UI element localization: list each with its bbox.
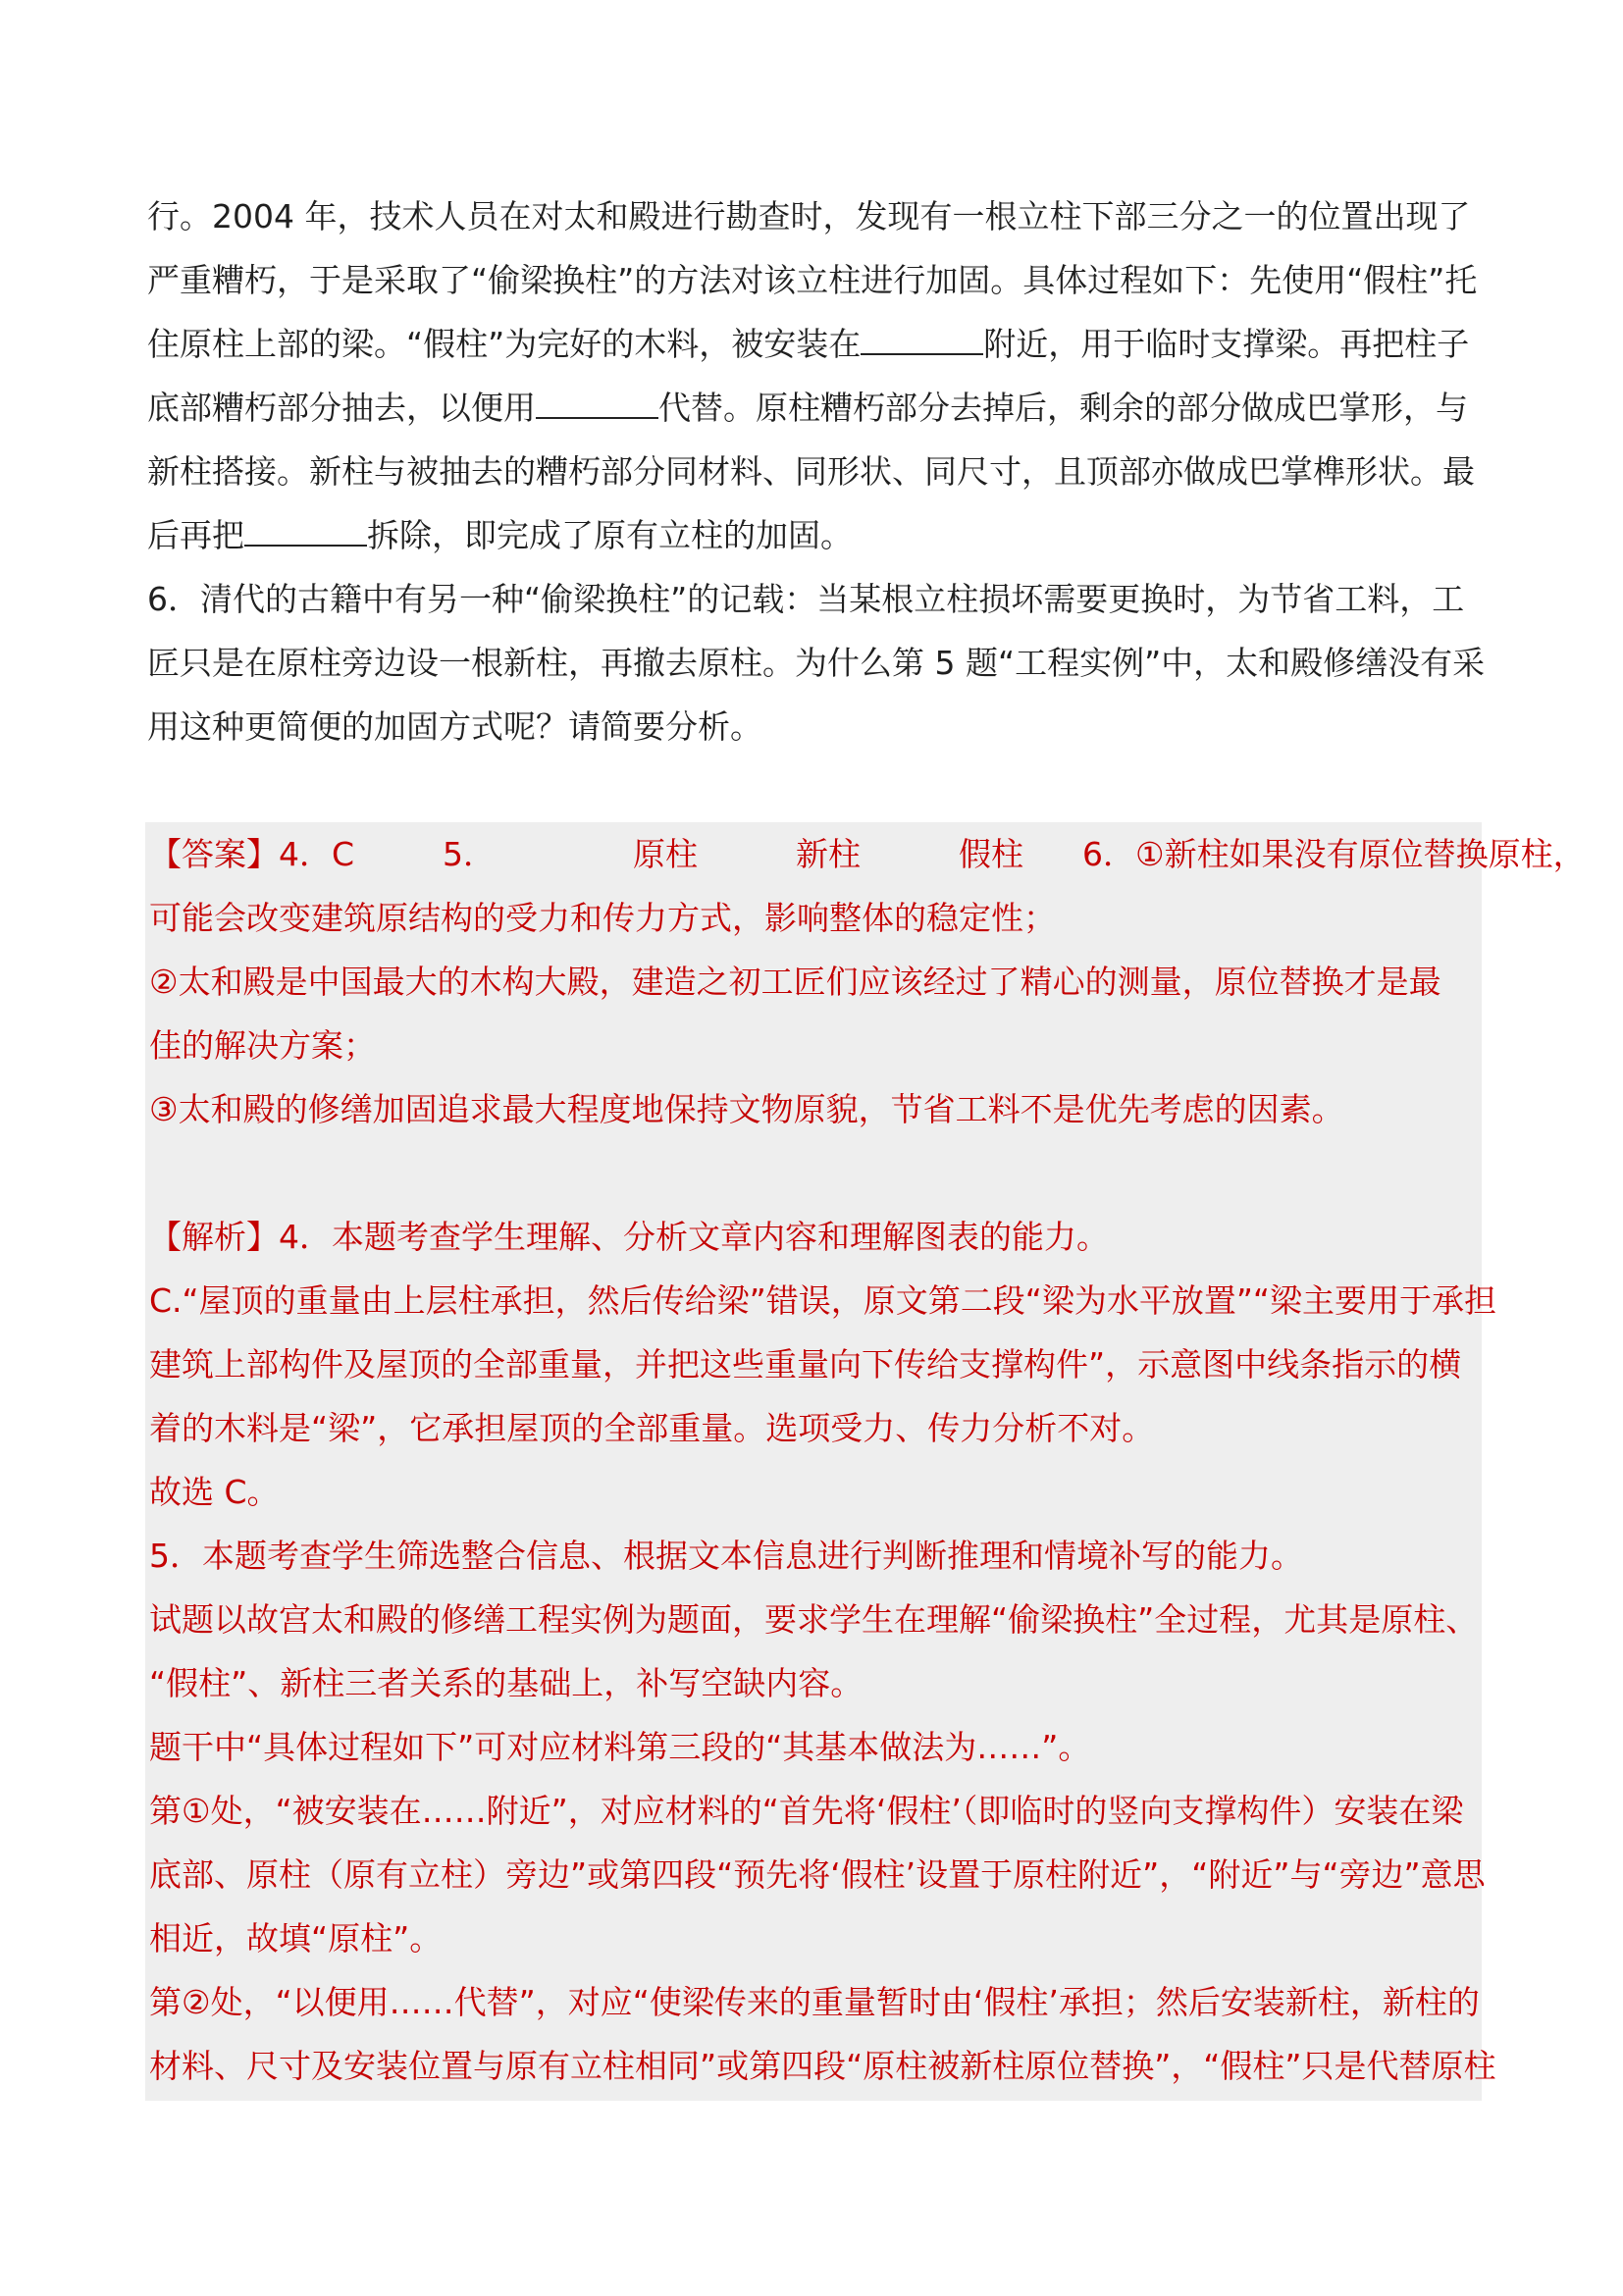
analysis-line: 第①处，“被安装在……附近”，对应材料的“首先将‘假柱’（即临时的竖向支撑构件）安装在梁 [149, 1792, 1464, 1830]
question-line: 新柱搭接。新柱与被抽去的糟朽部分同材料、同形状、同尺寸，且顶部亦做成巴掌榫形状。最 [147, 452, 1475, 491]
answer-line: ③太和殿的修缮加固追求最大程度地保持文物原貌，节省工料不是优先考虑的因素。 [149, 1090, 1344, 1128]
question-line: 后再把 拆除，即完成了原有立柱的加固。 [147, 516, 853, 554]
answer-line: ②太和殿是中国最大的木构大殿，建造之初工匠们应该经过了精心的测量，原位替换才是最 [149, 963, 1441, 1001]
question-section [147, 184, 1492, 758]
answer-line: 佳的解决方案； [149, 1026, 376, 1065]
answer-blank-2-fill: 新柱 [796, 835, 862, 873]
analysis-line: 题干中“具体过程如下”可对应材料第三段的“其基本做法为……”。 [149, 1728, 1091, 1766]
analysis-line: 材料、尺寸及安装位置与原有立柱相同”或第四段“原柱被新柱原位替换”，“假柱”只是代替原柱 [149, 2047, 1496, 2085]
question-6-line: 匠只是在原柱旁边设一根新柱，再撤去原柱。为什么第 5 题“工程实例”中，太和殿修缮没有采 [147, 644, 1486, 682]
answer-blank-2 [536, 388, 658, 419]
answer-blank-3 [244, 515, 367, 547]
question-line: 行。2004 年，技术人员在对太和殿进行勘查时，发现有一根立柱下部三分之一的位置出现了 [147, 197, 1471, 235]
analysis-line: 故选 C。 [149, 1473, 280, 1511]
analysis-line: 着的木料是“梁”，它承担屋顶的全部重量。选项受力、传力分析不对。 [149, 1409, 1155, 1447]
analysis-line: 相近，故填“原柱”。 [149, 1919, 443, 1957]
answer-blank-1-fill: 原柱 [633, 835, 699, 873]
analysis-line: 试题以故宫太和殿的修缮工程实例为题面，要求学生在理解“偷梁换柱”全过程，尤其是原柱、 [149, 1600, 1479, 1639]
analysis-line: 第②处，“以便用……代替”，对应“使梁传来的重量暂时由‘假柱’承担；然后安装新柱，新柱的 [149, 1983, 1480, 2021]
analysis-line: 底部、原柱（原有立柱）旁边”或第四段“预先将‘假柱’设置于原柱附近”，“附近”与“旁边”意思 [149, 1855, 1486, 1894]
spacer [149, 1141, 1493, 1205]
answer-line: 可能会改变建筑原结构的受力和传力方式，影响整体的稳定性； [149, 899, 1056, 937]
answer-section [149, 822, 1586, 2098]
analysis-line: 5．本题考查学生筛选整合信息、根据文本信息进行判断推理和情境补写的能力。 [149, 1537, 1303, 1575]
question-line: 严重糟朽，于是采取了“偷梁换柱”的方法对该立柱进行加固。具体过程如下：先使用“假柱”托 [147, 261, 1478, 299]
question-6-line: 6．清代的古籍中有另一种“偷梁换柱”的记载：当某根立柱损坏需要更换时，为节省工料，工 [147, 580, 1465, 618]
analysis-line: C.“屋顶的重量由上层柱承担，然后传给梁”错误，原文第二段“梁为水平放置”“梁主要用于承担 [149, 1281, 1497, 1320]
answer-blank-1 [861, 324, 983, 355]
question-line: 底部糟朽部分抽去，以便用 代替。原柱糟朽部分去掉后，剩余的部分做成巴掌形，与 [147, 389, 1468, 427]
analysis-line: 【解析】4．本题考查学生理解、分析文章内容和理解图表的能力。 [149, 1218, 1109, 1256]
answer-blank-3-fill: 假柱 [959, 835, 1024, 873]
question-line: 住原柱上部的梁。“假柱”为完好的木料，被安装在 附近，用于临时支撑梁。再把柱子 [147, 325, 1470, 363]
answer-heading: 【答案】4．C 5． 原柱 新柱 假柱 6．①新柱如果没有原位替换原柱， [149, 822, 1493, 886]
analysis-line: “假柱”、新柱三者关系的基础上，补写空缺内容。 [149, 1664, 864, 1702]
analysis-line: 建筑上部构件及屋顶的全部重量，并把这些重量向下传给支撑构件”，示意图中线条指示的横 [149, 1345, 1462, 1383]
question-6-line: 用这种更简便的加固方式呢？请简要分析。 [147, 707, 762, 746]
